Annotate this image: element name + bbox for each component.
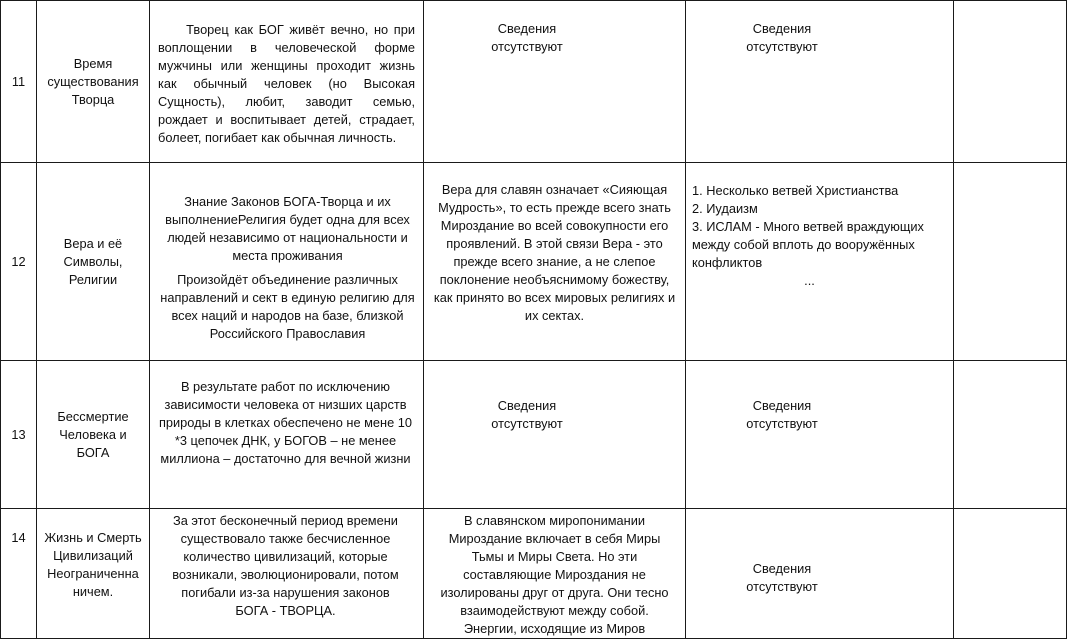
cell-world-religions xyxy=(686,163,954,361)
row-topic-text: Жизнь и Смерть Цивилизаций Неограниченна ничем. xyxy=(44,530,142,599)
cell-slavic-view xyxy=(424,1,686,163)
cell-text: Творец как БОГ живёт вечно, но при воплощении в человеческой форме мужчины или женщины проходит жизнь как обычный человек (но Высокая Сущность), любит, заводит семью, рождает и воспитывает детей, страдает, болеет, погибает как обычная личность. xyxy=(158,22,415,145)
cell-text: В славянском миропонимании Мироздание включает в себя Миры Тьмы и Миры Света. Но эти составляющие Мироздания не изолированы друг от друга. Они тесно взаимодействуют между собой. Энергии, исходящие из Миров xyxy=(440,513,669,636)
cell-empty xyxy=(954,361,1067,509)
cell-text: Сведения отсутствуют xyxy=(491,398,563,431)
cell-text: Знание Законов БОГА-Творца и их выполнениеРелигия будет одна для всех людей независимо от национальности и места проживания xyxy=(165,194,410,263)
table-row xyxy=(1,163,1067,361)
cell-empty xyxy=(954,163,1067,361)
cell-text: Сведения отсутствуют xyxy=(746,21,818,54)
cell-world-religions xyxy=(686,509,954,639)
cell-slavic-view xyxy=(424,509,686,639)
religion-list-item: 3. ИСЛАМ - Много ветвей враждующих между собой вплоть до вооружённых конфликтов xyxy=(692,219,924,270)
cell-world-religions xyxy=(686,1,954,163)
cell-text: Вера для славян означает «Сияющая Мудрость», то есть прежде всего знать Мироздание во всей совокупности его проявлений. В этой связи Вера - это прежде всего знание, а не слепое поклонение необъяснимому божеству, как принято во всех мировых религиях и их сектах. xyxy=(433,182,676,323)
row-topic-text: Вера и её Символы, Религии xyxy=(63,235,123,287)
row-number xyxy=(1,361,37,509)
row-topic-text: Бессмертие Человека и БОГА xyxy=(57,408,129,460)
row-number xyxy=(1,509,37,639)
row-number-text: 11 xyxy=(11,73,26,89)
cell-empty xyxy=(954,1,1067,163)
religion-list-item: 2. Иудаизм xyxy=(692,201,758,216)
cell-empty xyxy=(954,509,1067,639)
cell-slavic-view xyxy=(424,361,686,509)
row-number xyxy=(1,1,37,163)
cell-creator-doctrine xyxy=(150,361,424,509)
row-topic xyxy=(37,509,150,639)
row-topic xyxy=(37,163,150,361)
row-topic xyxy=(37,361,150,509)
row-number xyxy=(1,163,37,361)
table-row xyxy=(1,361,1067,509)
religion-list-item: 1. Несколько ветвей Христианства xyxy=(692,183,899,198)
cell-text: Сведения отсутствуют xyxy=(746,398,818,431)
row-number-text: 13 xyxy=(11,426,26,442)
row-number-text: 12 xyxy=(11,253,26,269)
cell-slavic-view xyxy=(424,163,686,361)
row-number-text: 14 xyxy=(11,530,26,545)
religion-list-item: ... xyxy=(804,273,815,288)
cell-world-religions xyxy=(686,361,954,509)
cell-text: Сведения отсутствуют xyxy=(491,21,563,54)
table-row xyxy=(1,1,1067,163)
cell-creator-doctrine xyxy=(150,509,424,639)
cell-text: В результате работ по исключению зависимости человека от низших царств природы в клетках обеспечено не мене 10 *3 цепочек ДНК, у БОГОВ – не менее миллиона – достаточно для вечной жизни xyxy=(158,379,413,466)
cell-creator-doctrine xyxy=(150,163,424,361)
row-topic-text: Время существования Творца xyxy=(47,55,139,107)
cell-text: Сведения отсутствуют xyxy=(746,561,818,594)
table-row xyxy=(1,509,1067,639)
row-topic xyxy=(37,1,150,163)
cell-text: За этот бесконечный период времени существовало также бесчисленное количество цивилизаций, которые возникали, эволюционировали, потом погибали из-за нарушения законов БОГА - ТВОРЦА. xyxy=(172,513,399,618)
cell-text: Произойдёт объединение различных направлений и сект в единую религию для всех наций и народов на базе, близкой Российского Православия xyxy=(160,272,415,341)
cell-creator-doctrine xyxy=(150,1,424,163)
